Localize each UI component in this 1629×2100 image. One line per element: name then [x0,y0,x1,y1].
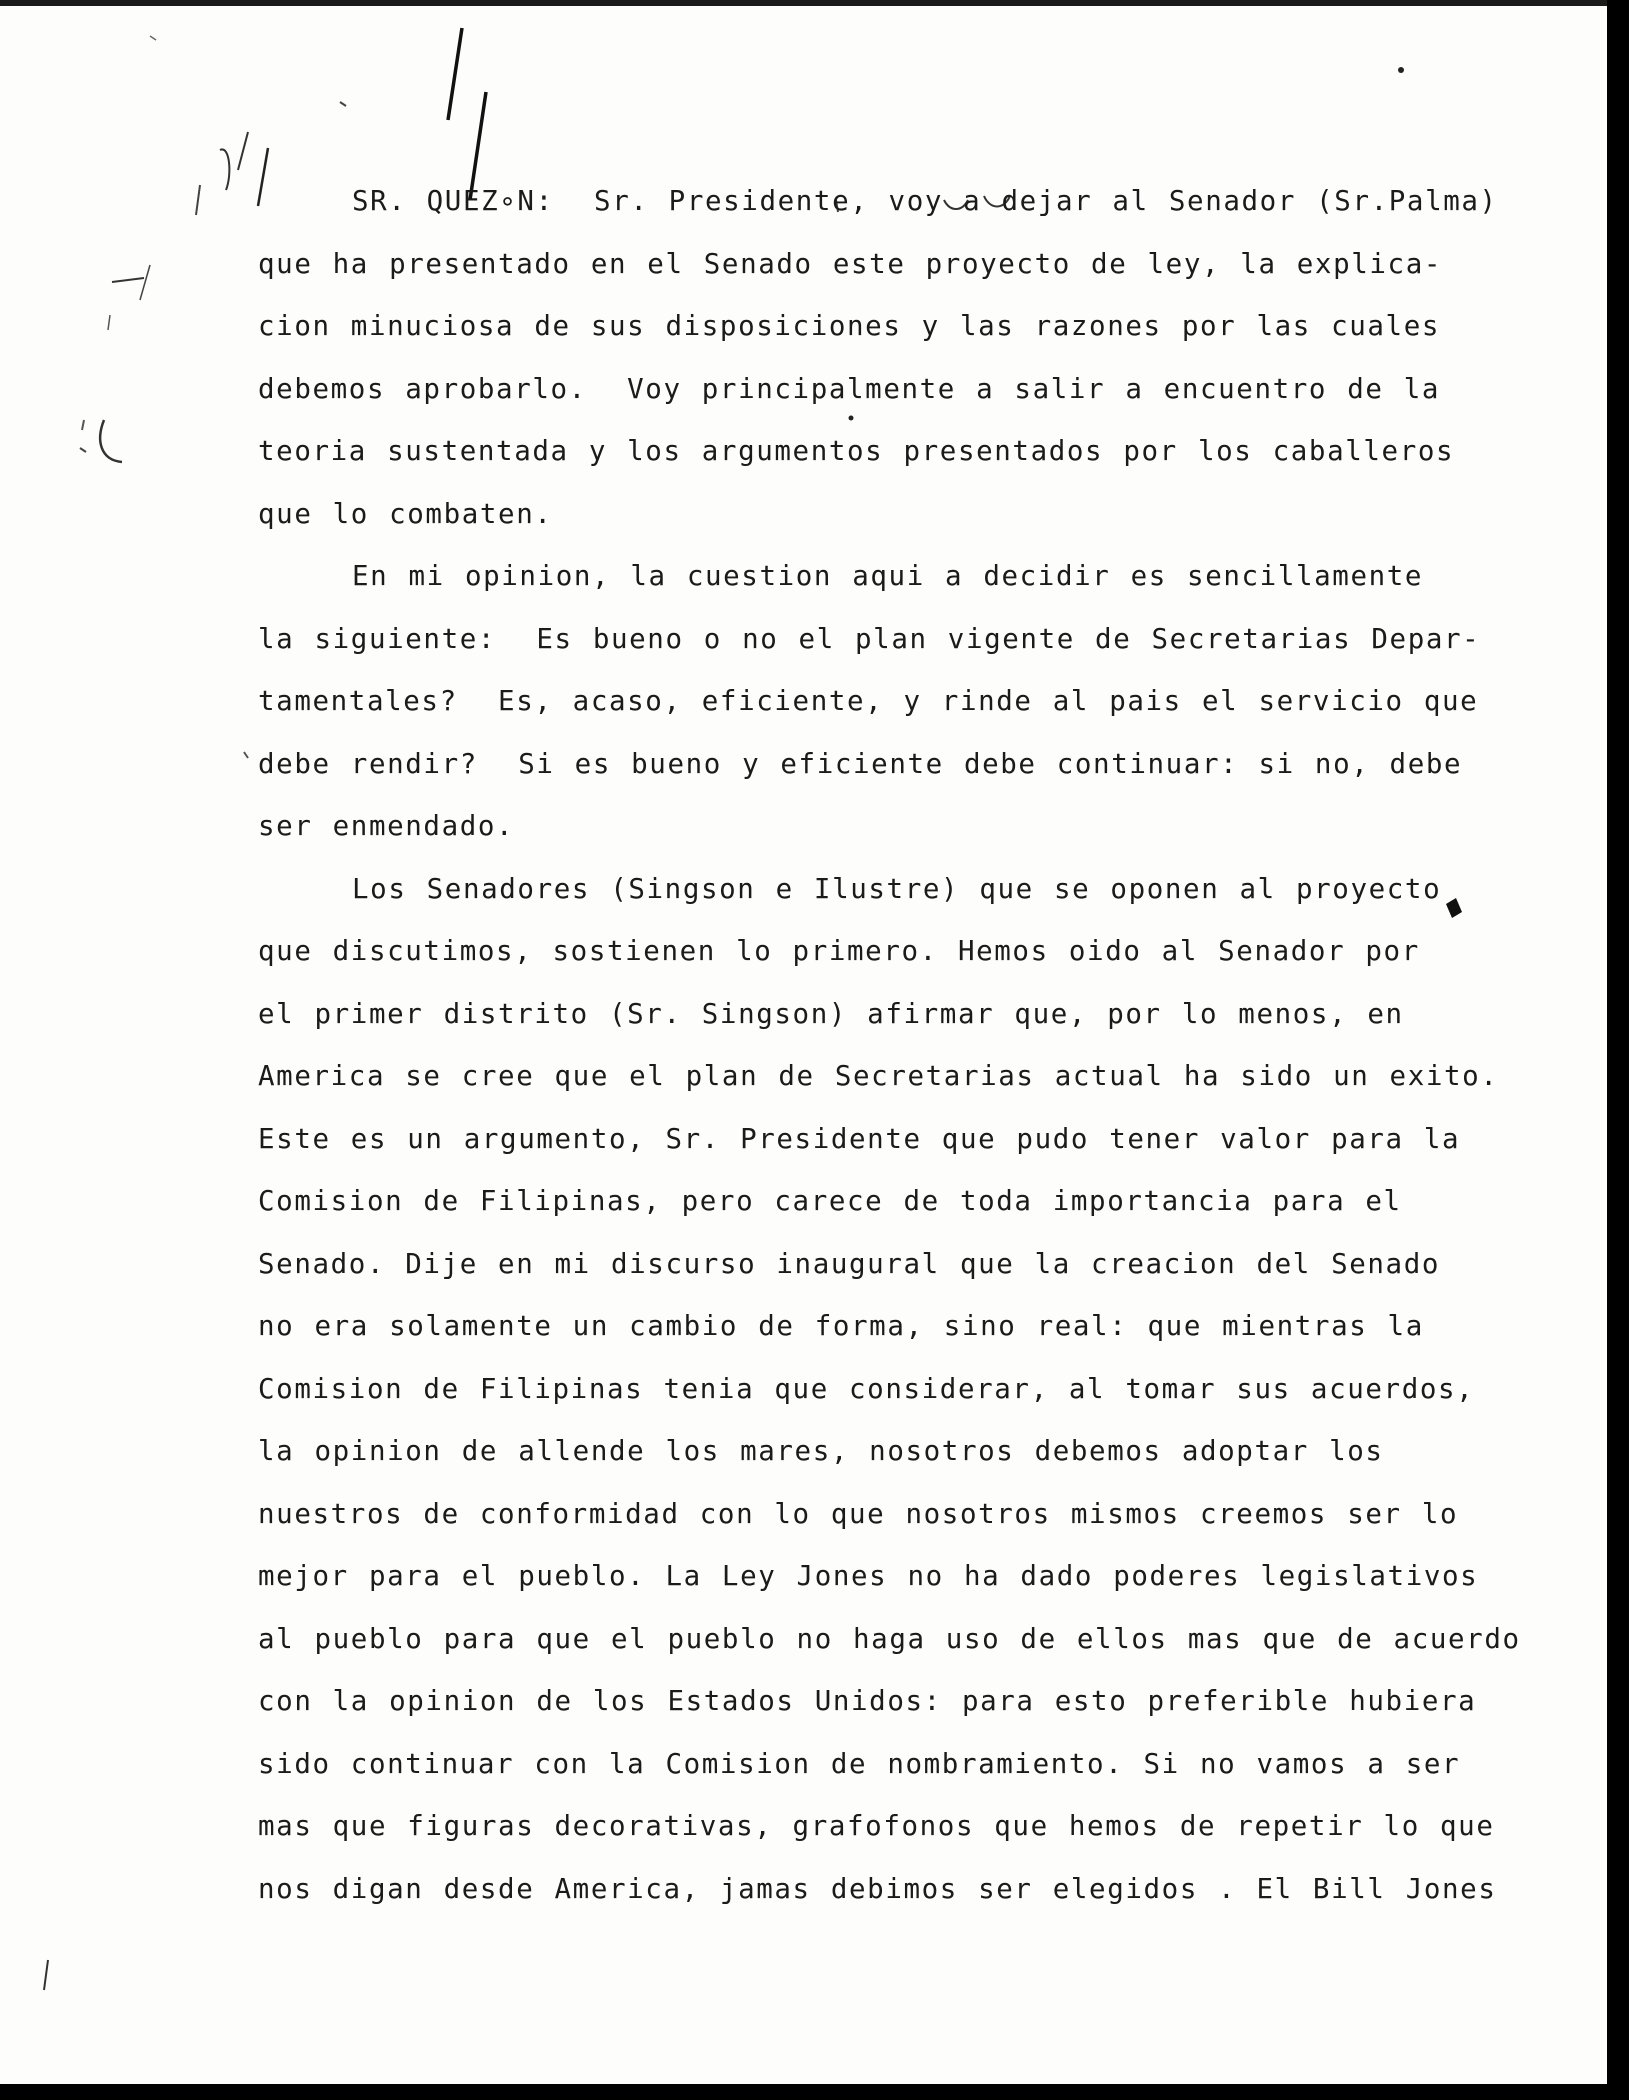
text-line: Senado. Dije en mi discurso inaugural que la creacion del Senado [258,1247,1441,1280]
text-line: nos digan desde America, jamas debimos ser elegidos . El Bill Jones [258,1872,1497,1905]
text-line: no era solamente un cambio de forma, sino real: que mientras la [258,1310,1424,1342]
text-line: la siguiente: Es bueno o no el plan vigente de Secretarias Depar- [258,622,1481,655]
pencil-stroke [108,315,110,330]
text-line: sido continuar con la Comision de nombramiento. Si no vamos a ser [258,1747,1461,1780]
text-line: cion minuciosa de sus disposiciones y las razones por las cuales [258,310,1441,342]
text-line: con la opinion de los Estados Unidos: para esto preferible hubiera [258,1685,1477,1717]
text-line: debemos aprobarlo. Voy principalmente a salir a encuentro de la [258,372,1441,405]
pencil-stroke [238,132,248,170]
text-line: que lo combaten. [258,497,553,530]
text-line: la opinion de allende los mares, nosotros debemos adoptar los [258,1435,1384,1467]
text-line: tamentales? Es, acaso, eficiente, y rinde al pais el servicio que [258,685,1479,717]
pencil-stroke [140,265,150,300]
text-line: que discutimos, sostienen lo primero. Hemos oido al Senador por [258,935,1420,967]
pencil-stroke [100,420,122,462]
pencil-stroke [448,28,462,120]
pencil-stroke [220,149,229,190]
text-line: nuestros de conformidad con lo que nosotros mismos creemos ser lo [258,1497,1459,1530]
text-line: mas que figuras decorativas, grafofonos que hemos de repetir lo que [258,1810,1495,1842]
scan-border-bottom [0,2084,1629,2100]
pencil-stroke [80,448,86,452]
text-line: mejor para el pueblo. La Ley Jones no ha dado poderes legislativos [258,1560,1479,1592]
pencil-stroke [44,1960,48,1990]
text-line: Comision de Filipinas tenia que considerar, al tomar sus acuerdos, [258,1372,1475,1405]
pencil-stroke [340,102,346,106]
ink-dot [1398,67,1404,73]
text-line: Este es un argumento, Sr. Presidente que pudo tener valor para la [258,1122,1461,1155]
text-line: debe rendir? Si es bueno y eficiente debe continuar: si no, debe [258,747,1463,780]
pencil-stroke [244,752,248,758]
text-line: America se cree que el plan de Secretarias actual ha sido un exito. [258,1060,1499,1092]
text-line: En mi opinion, la cuestion aqui a decidir es sencillamente [352,560,1424,592]
typed-transcript [258,170,1521,1920]
text-line: que ha presentado en el Senado este proyecto de ley, la explica- [258,247,1443,280]
text-line: SR. QUEZ∘N: Sr. Presidente, voy a dejar al Senador (Sr.Palma) [352,185,1498,217]
pencil-stroke [150,36,156,40]
pencil-stroke [196,185,200,215]
text-line: Comision de Filipinas, pero carece de toda importancia para el [258,1185,1402,1217]
scan-border-right [1607,0,1629,2100]
pencil-stroke [82,420,84,430]
text-line: ser enmendado. [258,810,515,842]
text-line: Los Senadores (Singson e Ilustre) que se oponen al proyecto [352,872,1442,905]
text-line: teoria sustentada y los argumentos presentados por los caballeros [258,435,1455,467]
scan-border-top [0,0,1629,6]
pencil-stroke [112,278,144,282]
text-line: el primer distrito (Sr. Singson) afirmar que, por lo menos, en [258,997,1404,1030]
text-line: al pueblo para que el pueblo no haga uso de ellos mas que de acuerdo [258,1622,1521,1655]
